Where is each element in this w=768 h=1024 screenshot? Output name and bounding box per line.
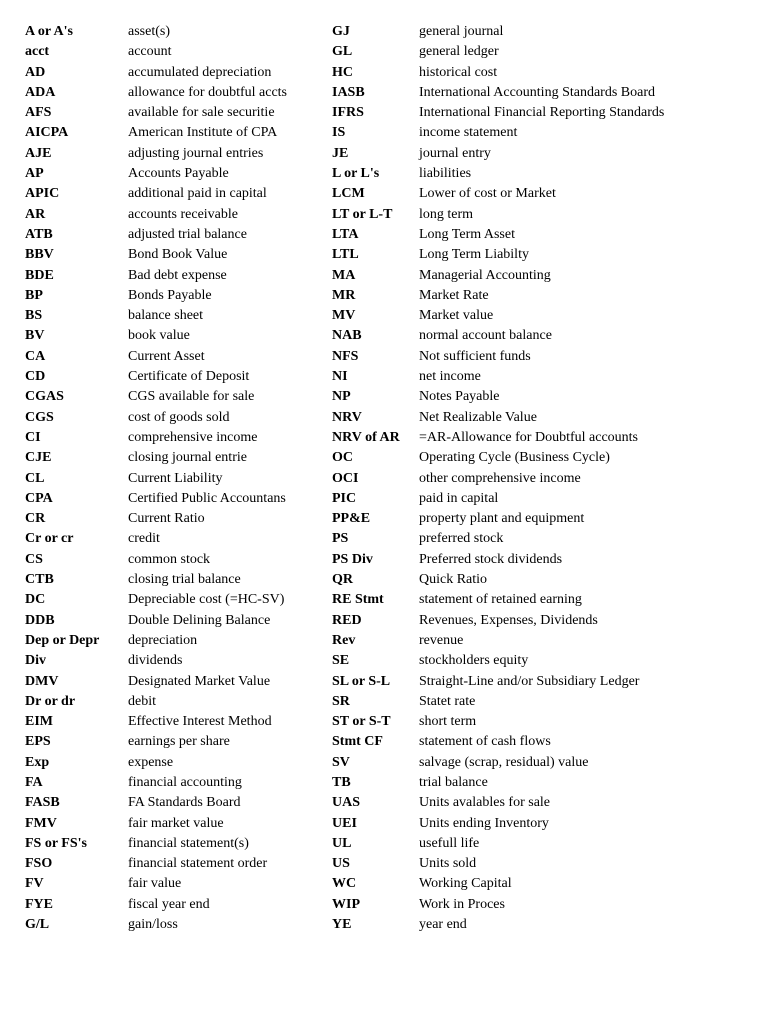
glossary-row [332,164,664,184]
glossary-abbreviation: DMV [25,673,59,689]
glossary-row [25,103,287,123]
glossary-definition: long term [419,206,474,222]
glossary-row [332,915,664,935]
glossary-definition: account [128,44,172,60]
glossary-definition: FA Standards Board [128,795,241,811]
glossary-row [332,286,664,306]
glossary-definition: salvage (scrap, residual) value [419,754,589,770]
glossary-abbreviation: ADA [25,84,56,100]
glossary-row [332,245,664,265]
glossary-definition: Preferred stock dividends [419,551,563,567]
glossary-definition: financial accounting [128,774,242,790]
glossary-abbreviation: DC [25,592,46,608]
glossary-definition: accounts receivable [128,206,238,222]
glossary-row [332,753,664,773]
glossary-definition: closing journal entrie [128,450,247,466]
glossary-row [25,184,287,204]
glossary-abbreviation: EPS [25,734,51,750]
glossary-abbreviation: PIC [332,490,357,506]
glossary-definition: Certificate of Deposit [128,369,250,385]
glossary-abbreviation: CGS [25,409,54,425]
glossary-definition: American Institute of CPA [128,125,278,141]
glossary-abbreviation: RE Stmt [332,592,384,608]
glossary-definition: Effective Interest Method [128,714,272,730]
glossary-row [332,428,664,448]
glossary-abbreviation: acct [25,44,50,60]
glossary-definition: =AR-Allowance for Doubtful accounts [419,429,639,445]
glossary-row [25,529,287,549]
glossary-definition: available for sale securitie [128,105,275,121]
glossary-row [332,489,664,509]
glossary-definition: journal entry [419,145,491,161]
glossary-definition: debit [128,693,156,709]
glossary-row [332,42,664,62]
glossary-definition: year end [419,917,467,933]
glossary-definition: general journal [419,24,504,39]
glossary-row [25,651,287,671]
glossary-definition: Notes Payable [419,389,500,405]
glossary-definition: Units sold [419,856,477,872]
glossary-definition: revenue [419,632,464,648]
glossary-definition: Current Liability [128,470,223,486]
glossary-abbreviation: BDE [25,267,54,283]
glossary-row [25,732,287,752]
glossary-row [25,834,287,854]
glossary-definition: fiscal year end [128,896,210,912]
glossary-abbreviation: RED [332,612,362,628]
glossary-definition: depreciation [128,632,198,648]
glossary-definition: common stock [128,551,211,567]
glossary-definition: expense [128,754,174,770]
glossary-abbreviation: Cr or cr [25,531,74,547]
glossary-definition: fair market value [128,815,224,831]
glossary-row [25,22,287,42]
glossary-definition: trial balance [419,774,488,790]
glossary-row [25,367,287,387]
glossary-abbreviation: UEI [332,815,357,831]
glossary-row [332,408,664,428]
glossary-abbreviation: A or A's [25,24,73,39]
glossary-abbreviation: FA [25,774,43,790]
glossary-row [25,123,287,143]
glossary-abbreviation: Exp [25,754,50,770]
glossary-row [25,773,287,793]
glossary-definition: historical cost [419,64,498,80]
glossary-abbreviation: MV [332,308,356,324]
glossary-abbreviation: PS Div [332,551,373,567]
glossary-definition: Operating Cycle (Business Cycle) [419,450,610,466]
glossary-definition: general ledger [419,44,499,60]
glossary-definition: International Accounting Standards Board [419,84,655,100]
glossary-abbreviation: IASB [332,84,365,100]
glossary-row [25,590,287,610]
glossary-definition: fair value [128,876,182,892]
glossary-row [332,63,664,83]
glossary-definition: dividends [128,653,183,669]
glossary-definition: statement of retained earning [419,592,582,608]
glossary-row [332,854,664,874]
glossary-definition: paid in capital [419,490,499,506]
glossary-definition: preferred stock [419,531,504,547]
glossary-row [332,205,664,225]
glossary-abbreviation: HC [332,64,353,80]
glossary-row [25,266,287,286]
glossary-abbreviation: CI [25,429,41,445]
glossary-definition: Managerial Accounting [419,267,551,283]
glossary-row [25,205,287,225]
glossary-abbreviation: CA [25,348,46,364]
glossary-definition: liabilities [419,166,472,182]
glossary-row [25,570,287,590]
glossary-abbreviation: UAS [332,795,361,811]
glossary-definition: book value [128,328,190,344]
glossary-abbreviation: BS [25,308,43,324]
glossary-abbreviation: NP [332,389,351,405]
glossary-row [332,448,664,468]
glossary-abbreviation: LTL [332,247,359,263]
glossary-definition: Long Term Liabilty [419,247,529,263]
glossary-row [25,611,287,631]
glossary-abbreviation: QR [332,572,353,588]
glossary-definition: closing trial balance [128,572,241,588]
glossary-row [332,874,664,894]
glossary-definition: credit [128,531,160,547]
glossary-abbreviation: YE [332,917,352,933]
glossary-row [332,123,664,143]
glossary-definition: Not sufficient funds [419,348,531,364]
glossary-abbreviation: SR [332,693,350,709]
glossary-definition: income statement [419,125,518,141]
glossary-definition: other comprehensive income [419,470,581,486]
glossary-definition: Statet rate [419,693,476,709]
glossary-abbreviation: MR [332,287,356,303]
glossary-row [332,834,664,854]
glossary-abbreviation: BBV [25,247,54,263]
glossary-abbreviation: IFRS [332,105,364,121]
glossary-row [25,245,287,265]
glossary-abbreviation: AICPA [25,125,69,141]
glossary-row [332,529,664,549]
glossary-definition: stockholders equity [419,653,529,669]
glossary-abbreviation: NI [332,369,348,385]
glossary-definition: balance sheet [128,308,204,324]
glossary-abbreviation: FV [25,876,44,892]
glossary-row [332,692,664,712]
glossary-definition: statement of cash flows [419,734,551,750]
glossary-row [332,814,664,834]
glossary-definition: short term [419,714,477,730]
glossary-definition: financial statement order [128,856,268,872]
glossary-abbreviation: NFS [332,348,359,364]
glossary-definition: Market value [419,308,494,324]
glossary-row [25,326,287,346]
glossary-definition: Current Asset [128,348,205,364]
glossary-row [25,509,287,529]
glossary-definition: Double Delining Balance [128,612,271,628]
glossary-definition: comprehensive income [128,429,258,445]
glossary-abbreviation: SL or S-L [332,673,391,689]
glossary-abbreviation: OC [332,450,353,466]
glossary-row [25,469,287,489]
glossary-row [25,144,287,164]
glossary-row [25,448,287,468]
glossary-row [25,854,287,874]
glossary-abbreviation: FASB [25,795,60,811]
glossary-row [332,651,664,671]
glossary-definition: Certified Public Accountans [128,490,286,506]
glossary-row [332,895,664,915]
glossary-definition: earnings per share [128,734,230,750]
glossary-abbreviation: CPA [25,490,53,506]
glossary-definition: additional paid in capital [128,186,267,202]
glossary-row [25,42,287,62]
glossary-abbreviation: WIP [332,896,360,912]
glossary-definition: Designated Market Value [128,673,271,689]
glossary-abbreviation: IS [332,125,346,141]
glossary-abbreviation: Rev [332,632,356,648]
glossary-definition: Revenues, Expenses, Dividends [419,612,598,628]
glossary-definition: Bonds Payable [128,287,212,303]
glossary-definition: normal account balance [419,328,552,344]
glossary-row [332,469,664,489]
glossary-row [332,732,664,752]
glossary-definition: usefull life [419,835,480,851]
glossary-row [332,266,664,286]
glossary-abbreviation: TB [332,774,351,790]
glossary-row [25,428,287,448]
glossary-row [25,712,287,732]
glossary-abbreviation: FSO [25,856,53,872]
glossary-row [25,408,287,428]
glossary-definition: Units ending Inventory [419,815,549,831]
glossary-row [332,387,664,407]
glossary-row [332,550,664,570]
glossary-abbreviation: CGAS [25,389,64,405]
glossary-abbreviation: CR [25,511,46,527]
glossary-definition: CGS available for sale [128,389,255,405]
glossary-abbreviation: GL [332,44,353,60]
glossary-row [25,387,287,407]
glossary-definition: Bond Book Value [128,247,228,263]
glossary-row [25,63,287,83]
glossary-abbreviation: MA [332,267,356,283]
glossary-row [25,631,287,651]
glossary-row [25,225,287,245]
glossary-abbreviation: CD [25,369,46,385]
glossary-definition: Working Capital [419,876,512,892]
glossary-abbreviation: FYE [25,896,53,912]
glossary-abbreviation: NRV of AR [332,429,400,445]
glossary-abbreviation: SV [332,754,350,770]
glossary-abbreviation: APIC [25,186,60,202]
glossary-abbreviation: OCI [332,470,359,486]
glossary-definition: Current Ratio [128,511,205,527]
glossary-abbreviation: Dr or dr [25,693,76,709]
glossary-row [25,83,287,103]
glossary-row [332,22,664,42]
glossary-row [25,550,287,570]
glossary-row [25,347,287,367]
glossary-abbreviation: G/L [25,917,50,933]
glossary-row [332,367,664,387]
glossary-row [25,874,287,894]
glossary-definition: Straight-Line and/or Subsidiary Ledger [419,673,640,689]
glossary-row [25,306,287,326]
glossary-row [332,509,664,529]
glossary-abbreviation: EIM [25,714,53,730]
glossary-row [332,326,664,346]
glossary-definition: accumulated depreciation [128,64,272,80]
glossary-row [332,712,664,732]
glossary-row [25,489,287,509]
glossary-definition: Long Term Asset [419,226,515,242]
glossary-abbreviation: UL [332,835,352,851]
glossary-definition: Units avalables for sale [419,795,551,811]
glossary-abbreviation: CL [25,470,45,486]
glossary-row [332,793,664,813]
glossary-row [25,814,287,834]
glossary-row [25,164,287,184]
glossary-abbreviation: US [332,856,350,872]
glossary-row [25,915,287,935]
glossary-abbreviation: Dep or Depr [25,632,100,648]
glossary-definition: Bad debt expense [128,267,227,283]
glossary-definition: Market Rate [419,287,489,303]
glossary-abbreviation: ST or S-T [332,714,391,730]
glossary-definition: property plant and equipment [419,511,585,527]
glossary-abbreviation: AJE [25,145,52,161]
glossary-definition: cost of goods sold [128,409,230,425]
glossary-abbreviation: FS or FS's [25,835,87,851]
glossary-row [332,184,664,204]
glossary-row [332,225,664,245]
glossary-row [332,773,664,793]
glossary-definition: adjusting journal entries [128,145,264,161]
glossary-abbreviation: PS [332,531,349,547]
glossary-row [332,611,664,631]
glossary-abbreviation: ATB [25,226,53,242]
glossary-abbreviation: AP [25,166,44,182]
glossary-abbreviation: JE [332,145,349,161]
glossary-abbreviation: LTA [332,226,359,242]
glossary-row [332,306,664,326]
glossary-definition: asset(s) [128,24,170,39]
glossary-definition: Quick Ratio [419,572,488,588]
glossary-definition: Accounts Payable [128,166,229,182]
glossary-abbreviation: AFS [25,105,52,121]
glossary-definition: net income [419,369,481,385]
glossary-definition: Work in Proces [419,896,505,912]
glossary-abbreviation: WC [332,876,357,892]
glossary-row [332,672,664,692]
glossary-abbreviation: LCM [332,186,365,202]
glossary-row [332,144,664,164]
glossary-column-right [332,22,664,935]
glossary-definition: Net Realizable Value [419,409,537,425]
glossary-abbreviation: CTB [25,572,54,588]
glossary-definition: Depreciable cost (=HC-SV) [128,592,285,608]
glossary-definition: Lower of cost or Market [419,186,556,202]
glossary-row [332,347,664,367]
glossary-row [332,570,664,590]
glossary-abbreviation: DDB [25,612,55,628]
glossary-row [332,631,664,651]
glossary-row [332,83,664,103]
glossary-abbreviation: PP&E [332,511,371,527]
glossary-definition: adjusted trial balance [128,226,247,242]
glossary-abbreviation: LT or L-T [332,206,393,222]
glossary-abbreviation: NAB [332,328,362,344]
glossary-abbreviation: NRV [332,409,362,425]
glossary-row [25,753,287,773]
glossary-abbreviation: SE [332,653,350,669]
glossary-definition: gain/loss [128,917,178,933]
glossary-abbreviation: BP [25,287,43,303]
glossary-abbreviation: CS [25,551,43,567]
glossary-abbreviation: CJE [25,450,52,466]
glossary-abbreviation: L or L's [332,166,380,182]
glossary-row [25,793,287,813]
glossary-abbreviation: BV [25,328,45,344]
glossary-row [25,895,287,915]
glossary-row [25,286,287,306]
glossary-abbreviation: FMV [25,815,57,831]
glossary-abbreviation: GJ [332,24,350,39]
glossary-abbreviation: AD [25,64,46,80]
glossary-column-left [25,22,287,935]
glossary-row [332,590,664,610]
glossary-abbreviation: Div [25,653,46,669]
glossary-abbreviation: AR [25,206,46,222]
glossary-definition: allowance for doubtful accts [128,84,287,100]
glossary-definition: financial statement(s) [128,835,249,851]
glossary-definition: International Financial Reporting Standards [419,105,665,121]
glossary-abbreviation: Stmt CF [332,734,383,750]
glossary-row [25,692,287,712]
glossary-row [332,103,664,123]
glossary-row [25,672,287,692]
